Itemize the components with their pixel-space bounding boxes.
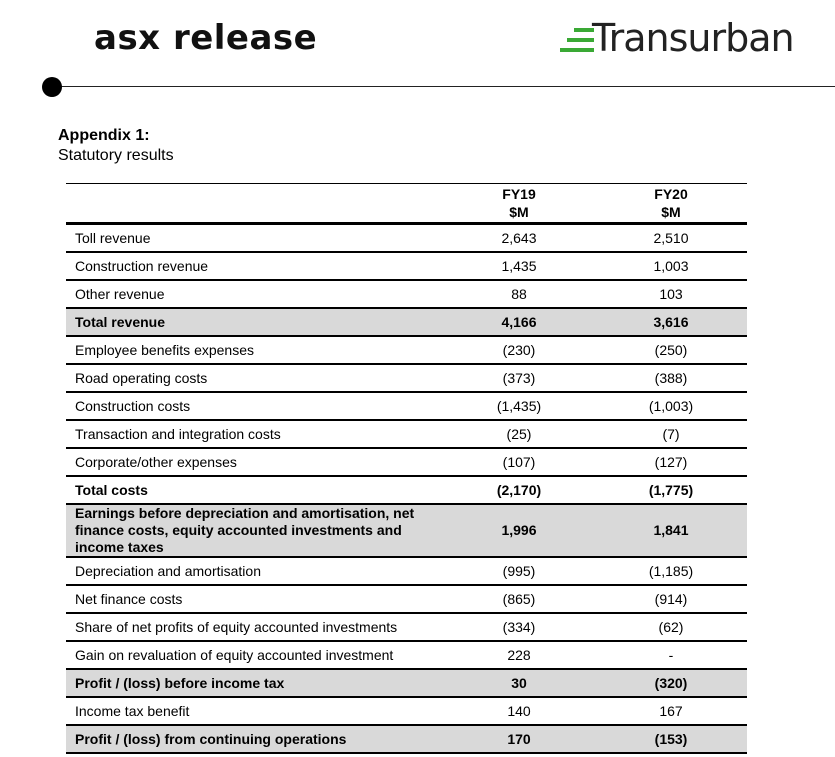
row-label: Profit / (loss) from continuing operations: [66, 725, 443, 753]
row-label: Net finance costs: [66, 585, 443, 613]
fy20-value: (1,185): [595, 557, 747, 585]
row-label: Income tax benefit: [66, 697, 443, 725]
column-header-fy19: [443, 184, 595, 224]
fy20-value: -: [595, 641, 747, 669]
column-unit-fy19: $M: [509, 204, 529, 220]
fy20-value: (1,003): [595, 392, 747, 420]
table-row: [66, 280, 747, 308]
fy20-value: (388): [595, 364, 747, 392]
row-label: Corporate/other expenses: [66, 448, 443, 476]
fy20-value: (1,775): [595, 476, 747, 504]
table-row: [66, 448, 747, 476]
total-row: [66, 669, 747, 697]
row-label: Employee benefits expenses: [66, 336, 443, 364]
table-row: [66, 420, 747, 448]
table-row: [66, 364, 747, 392]
fy20-value: (914): [595, 585, 747, 613]
appendix-title: Appendix 1:: [58, 127, 150, 144]
fy20-value: (62): [595, 613, 747, 641]
table-row: [66, 697, 747, 725]
fy19-value: 4,166: [443, 308, 595, 336]
document-label: asx release: [94, 18, 318, 58]
column-unit-fy20: $M: [661, 204, 681, 220]
fy19-value: (1,435): [443, 392, 595, 420]
fy20-value: (250): [595, 336, 747, 364]
total-row: [66, 476, 747, 504]
row-label: Construction revenue: [66, 252, 443, 280]
fy19-value: 140: [443, 697, 595, 725]
row-label: Total revenue: [66, 308, 443, 336]
fy19-value: (995): [443, 557, 595, 585]
fy20-value: 167: [595, 697, 747, 725]
fy20-value: (320): [595, 669, 747, 697]
header-divider: [52, 86, 835, 87]
row-label: Toll revenue: [66, 224, 443, 253]
column-year-fy19: FY19: [502, 186, 536, 202]
fy19-value: (25): [443, 420, 595, 448]
row-label: Transaction and integration costs: [66, 420, 443, 448]
table-row: [66, 613, 747, 641]
fy19-value: 30: [443, 669, 595, 697]
ebitda-row: [66, 504, 747, 557]
fy20-value: 3,616: [595, 308, 747, 336]
fy20-value: (127): [595, 448, 747, 476]
row-label: Road operating costs: [66, 364, 443, 392]
fy19-value: (334): [443, 613, 595, 641]
logo-wordmark: Transurban: [592, 16, 794, 60]
statutory-results-table: [66, 183, 747, 754]
row-label: Construction costs: [66, 392, 443, 420]
table-row: [66, 336, 747, 364]
row-label: Share of net profits of equity accounted investments: [66, 613, 443, 641]
fy20-value: 1,841: [595, 504, 747, 557]
divider-dot: [42, 77, 62, 97]
fy20-value: (153): [595, 725, 747, 753]
fy19-value: 1,996: [443, 504, 595, 557]
column-header-fy20: [595, 184, 747, 224]
table-row: [66, 252, 747, 280]
fy19-value: 228: [443, 641, 595, 669]
table-row: [66, 641, 747, 669]
row-label: Other revenue: [66, 280, 443, 308]
total-row: [66, 308, 747, 336]
appendix-subtitle: Statutory results: [58, 147, 174, 164]
fy19-value: 88: [443, 280, 595, 308]
table-header-row: [66, 184, 747, 224]
fy19-value: (230): [443, 336, 595, 364]
column-year-fy20: FY20: [654, 186, 688, 202]
fy19-value: (865): [443, 585, 595, 613]
row-label: Depreciation and amortisation: [66, 557, 443, 585]
fy19-value: 170: [443, 725, 595, 753]
fy19-value: (107): [443, 448, 595, 476]
table-row: [66, 392, 747, 420]
fy20-value: 1,003: [595, 252, 747, 280]
fy20-value: 103: [595, 280, 747, 308]
row-label: Profit / (loss) before income tax: [66, 669, 443, 697]
fy19-value: (2,170): [443, 476, 595, 504]
table-row: [66, 585, 747, 613]
logo-lines-icon: [560, 22, 594, 62]
fy20-value: (7): [595, 420, 747, 448]
table-row: [66, 557, 747, 585]
fy19-value: 1,435: [443, 252, 595, 280]
fy20-value: 2,510: [595, 224, 747, 253]
fy19-value: 2,643: [443, 224, 595, 253]
row-label: Gain on revaluation of equity accounted investment: [66, 641, 443, 669]
label-column-header: [66, 184, 443, 224]
table-row: [66, 224, 747, 253]
transurban-logo: [560, 14, 794, 62]
row-label: Total costs: [66, 476, 443, 504]
total-row: [66, 725, 747, 753]
fy19-value: (373): [443, 364, 595, 392]
row-label: Earnings before depreciation and amortisation, net finance costs, equity accounted investments and income taxes: [66, 504, 443, 557]
